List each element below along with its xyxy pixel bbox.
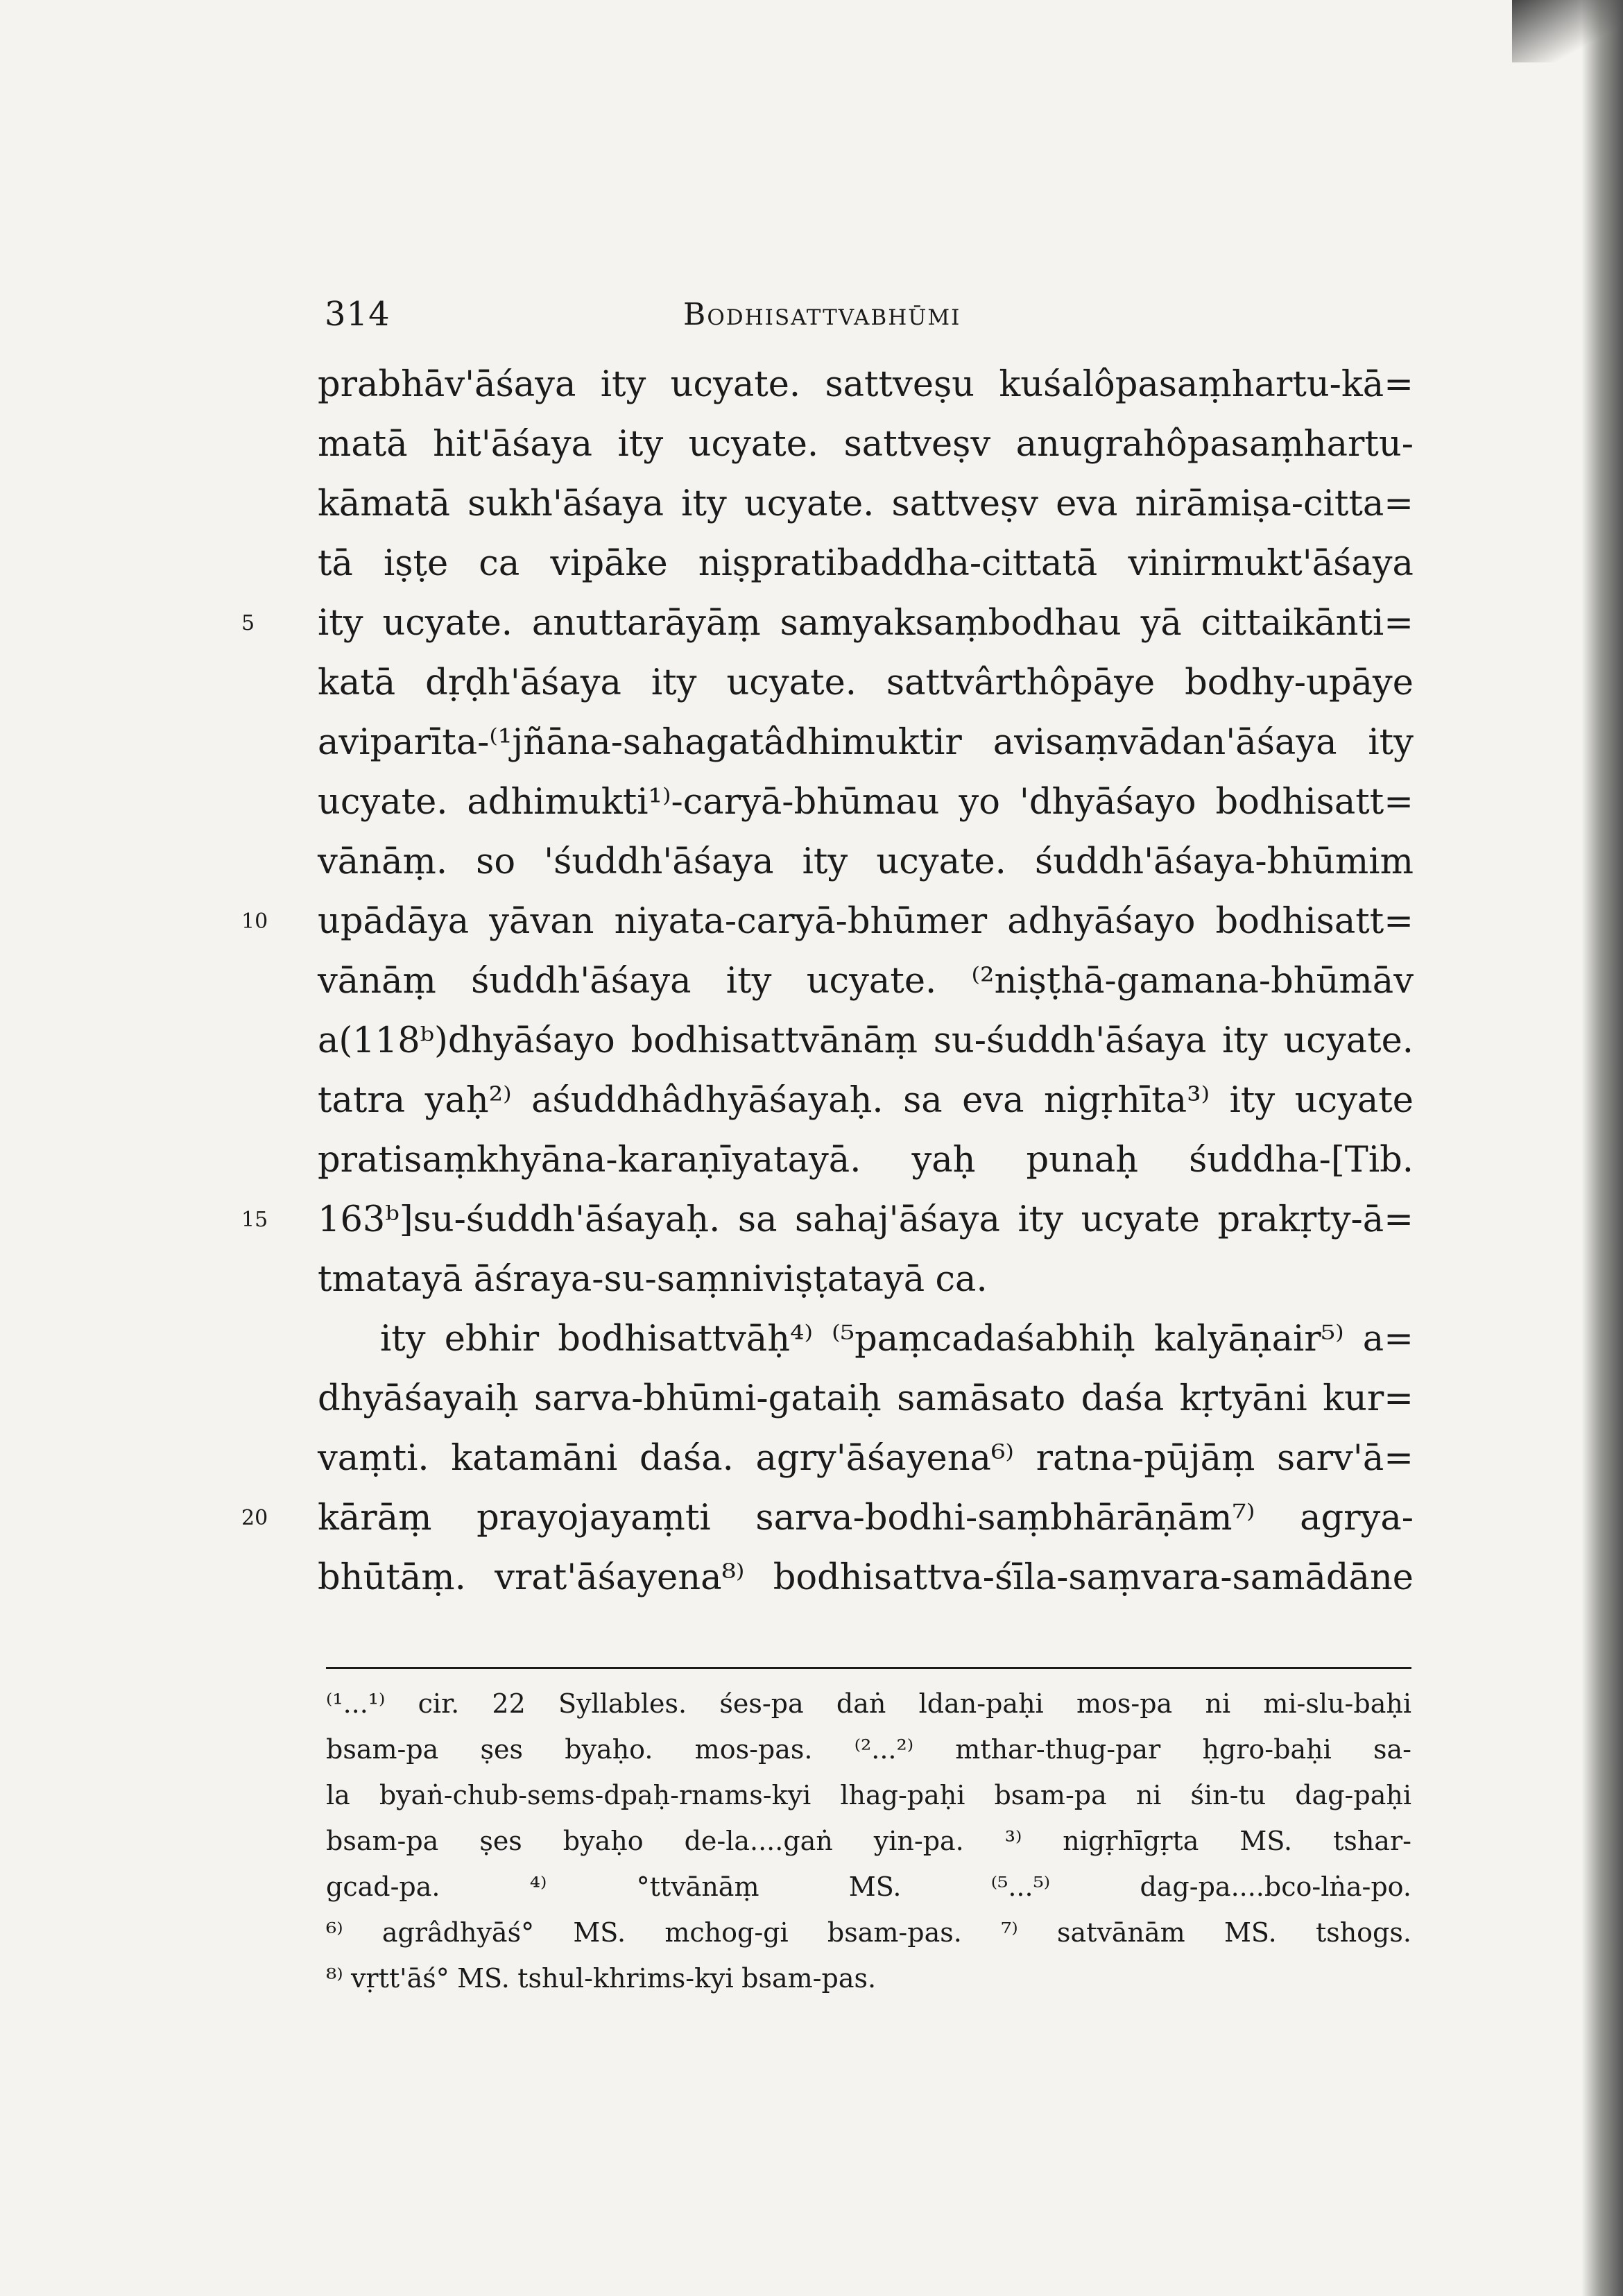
text-line: vānāṃ. so 'śuddh'āśaya ity ucyate. śuddh'āśaya-bhūmim bbox=[318, 841, 1414, 882]
footnote-line: la byaṅ-chub-sems-dpaḥ-rnams-kyi lhag-paḥi bsam-pa ni śin-tu dag-paḥi bbox=[326, 1780, 1411, 1810]
text-line: vānāṃ śuddh'āśaya ity ucyate. ⁽²niṣṭhā-gamana-bhūmāv bbox=[318, 961, 1414, 1002]
text-line: a(118ᵇ)dhyāśayo bodhisattvānāṃ su-śuddh'āśaya ity ucyate. bbox=[318, 1020, 1414, 1061]
text-line: vaṃti. katamāni daśa. agry'āśayena⁶⁾ ratna-pūjāṃ sarv'ā= bbox=[318, 1438, 1414, 1479]
footnote-line: ⁽¹...¹⁾ cir. 22 Syllables. śes-pa daṅ ldan-paḥi mos-pa ni mi-slu-baḥi bbox=[326, 1688, 1411, 1719]
text-line: tmatayā āśraya-su-saṃniviṣṭatayā ca. bbox=[318, 1259, 988, 1300]
scan-shadow-edge bbox=[1581, 0, 1623, 2296]
footnote-line: bsam-pa ṣes byaḥo de-la....gaṅ yin-pa. ³⁾ nigṛhīgṛta MS. tshar- bbox=[326, 1826, 1411, 1856]
text-line: 163ᵇ]su-śuddh'āśayaḥ. sa sahaj'āśaya ity ucyate prakṛty-ā= bbox=[318, 1199, 1414, 1240]
footnote-line: ⁶⁾ agrâdhyāś° MS. mchog-gi bsam-pas. ⁷⁾ satvānām MS. tshogs. bbox=[326, 1917, 1411, 1948]
footnote-line: gcad-pa. ⁴⁾ °ttvānāṃ MS. ⁽⁵...⁵⁾ dag-pa....bco-lṅa-po. bbox=[326, 1871, 1411, 1902]
text-line: katā dṛḍh'āśaya ity ucyate. sattvârthôpāye bodhy-upāye bbox=[318, 662, 1414, 703]
text-line: kārāṃ prayojayaṃti sarva-bodhi-saṃbhārāṇām⁷⁾ agrya- bbox=[318, 1498, 1414, 1539]
running-title: Bodhisattvabhūmi bbox=[683, 297, 961, 332]
footnote-divider bbox=[326, 1667, 1411, 1669]
text-line: matā hit'āśaya ity ucyate. sattveṣv anugrahôpasaṃhartu- bbox=[318, 424, 1414, 465]
line-number: 20 bbox=[241, 1506, 268, 1530]
text-line: kāmatā sukh'āśaya ity ucyate. sattveṣv eva nirāmiṣa-citta= bbox=[318, 483, 1414, 524]
scan-shadow-corner bbox=[1512, 0, 1623, 62]
text-line: tā iṣṭe ca vipāke niṣpratibaddha-cittatā vinirmukt'āśaya bbox=[318, 543, 1414, 584]
page-number: 314 bbox=[325, 295, 390, 334]
text-line: upādāya yāvan niyata-caryā-bhūmer adhyāśayo bodhisatt= bbox=[318, 901, 1414, 942]
text-line: ucyate. adhimukti¹⁾-caryā-bhūmau yo 'dhyāśayo bodhisatt= bbox=[318, 782, 1414, 823]
footnote-line: ⁸⁾ vṛtt'āś° MS. tshul-khrims-kyi bsam-pas. bbox=[326, 1963, 877, 1994]
line-number: 5 bbox=[241, 611, 255, 635]
line-number: 15 bbox=[241, 1208, 268, 1232]
text-line: bhūtāṃ. vrat'āśayena⁸⁾ bodhisattva-śīla-saṃvara-samādāne bbox=[318, 1557, 1414, 1598]
line-number: 10 bbox=[241, 909, 268, 934]
text-line: pratisaṃkhyāna-karaṇīyatayā. yaḥ punaḥ śuddha-[Tib. bbox=[318, 1140, 1414, 1181]
footnote-line: bsam-pa ṣes byaḥo. mos-pas. ⁽²...²⁾ mthar-thug-par ḥgro-baḥi sa- bbox=[326, 1734, 1411, 1765]
text-line: dhyāśayaiḥ sarva-bhūmi-gataiḥ samāsato daśa kṛtyāni kur= bbox=[318, 1378, 1414, 1419]
text-line: ity ucyate. anuttarāyāṃ samyaksaṃbodhau yā cittaikānti= bbox=[318, 603, 1414, 644]
text-line: prabhāv'āśaya ity ucyate. sattveṣu kuśalôpasaṃhartu-kā= bbox=[318, 364, 1414, 405]
text-line: tatra yaḥ²⁾ aśuddhâdhyāśayaḥ. sa eva nigṛhīta³⁾ ity ucyate bbox=[318, 1080, 1414, 1121]
text-line: aviparīta-⁽¹jñāna-sahagatâdhimuktir avisaṃvādan'āśaya ity bbox=[318, 722, 1414, 763]
text-line: ity ebhir bodhisattvāḥ⁴⁾ ⁽⁵paṃcadaśabhiḥ kalyāṇair⁵⁾ a= bbox=[380, 1319, 1414, 1360]
